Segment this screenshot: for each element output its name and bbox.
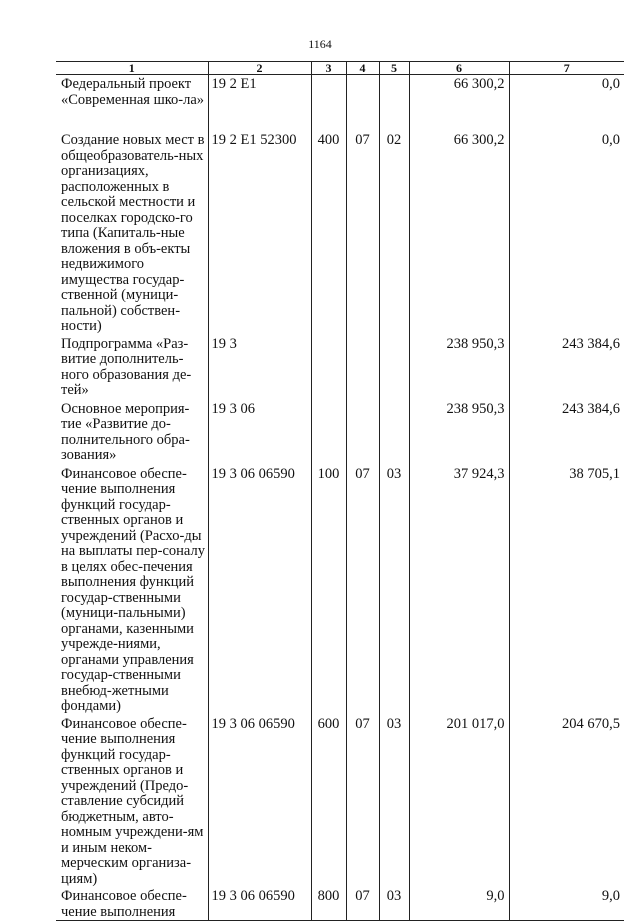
row-name: Финансовое обеспе-чение выполнения — [56, 887, 208, 921]
row-amount-1: 238 950,3 — [409, 400, 509, 465]
table-row — [56, 400, 624, 465]
table-row — [56, 335, 624, 400]
row-name: Основное мероприя-тие «Развитие до-полнительного обра-зования» — [61, 400, 190, 463]
row-type: 800 — [311, 887, 346, 921]
table-row — [56, 131, 624, 335]
row-code: 19 2 E1 — [208, 75, 311, 132]
row-amount-2: 204 670,5 — [509, 715, 624, 888]
row-subsection — [379, 400, 409, 465]
row-subsection: 03 — [379, 465, 409, 715]
row-name: Подпрограмма «Раз-витие дополнитель-ного образования де-тей» — [61, 335, 192, 398]
row-subsection — [379, 335, 409, 400]
table-row — [56, 75, 624, 132]
column-header-2: 2 — [208, 62, 311, 75]
row-name: Создание новых мест в общеобразователь-ных организациях, расположенных в сельской местности и поселках городско-го типа (Капиталь-ные вложения в объ-екты недвижимого имущества государ-ственной (муници-пальной) собствен-ности) — [61, 132, 205, 334]
column-header-7: 7 — [509, 62, 624, 75]
row-type — [311, 75, 346, 132]
row-section — [346, 75, 379, 132]
row-code: 19 2 E1 52300 — [208, 131, 311, 335]
table-row — [56, 465, 624, 715]
page-number: 1164 — [308, 37, 332, 51]
row-type: 100 — [311, 465, 346, 715]
row-subsection — [379, 75, 409, 132]
row-amount-1: 238 950,3 — [409, 335, 509, 400]
row-name: Федеральный проект «Современная шко-ла» — [61, 76, 205, 108]
row-type — [311, 400, 346, 465]
row-amount-2: 0,0 — [509, 75, 624, 132]
row-amount-1: 201 017,0 — [409, 715, 509, 888]
row-type: 600 — [311, 715, 346, 888]
row-amount-1: 66 300,2 — [409, 75, 509, 132]
row-code: 19 3 06 06590 — [208, 715, 311, 888]
row-code: 19 3 06 06590 — [208, 887, 311, 921]
row-code: 19 3 06 06590 — [208, 465, 311, 715]
table-header-row — [56, 62, 624, 75]
row-section — [346, 335, 379, 400]
row-section: 07 — [346, 715, 379, 888]
row-amount-1: 37 924,3 — [409, 465, 509, 715]
row-code: 19 3 — [208, 335, 311, 400]
row-section — [346, 400, 379, 465]
row-name: Финансовое обеспе-чение выполнения функций государ-ственных органов и учреждений (Расхо-ды на выплаты пер-соналу в целях обес-печения выполнения функций государ-ственными (муници-пальными) органами, казенными учрежде-ниями, органами управления государ-ственными внебюд-жетными фондами) — [61, 465, 205, 714]
row-section: 07 — [346, 887, 379, 921]
row-code: 19 3 06 — [208, 400, 311, 465]
row-amount-2: 243 384,6 — [509, 335, 624, 400]
row-amount-1: 9,0 — [409, 887, 509, 921]
column-header-5: 5 — [379, 62, 409, 75]
table-row — [56, 715, 624, 888]
row-subsection: 02 — [379, 131, 409, 335]
row-subsection: 03 — [379, 887, 409, 921]
row-amount-2: 9,0 — [509, 887, 624, 921]
budget-table — [56, 61, 624, 921]
row-section: 07 — [346, 131, 379, 335]
row-section: 07 — [346, 465, 379, 715]
row-type: 400 — [311, 131, 346, 335]
row-amount-1: 66 300,2 — [409, 131, 509, 335]
table-row — [56, 887, 624, 921]
row-amount-2: 38 705,1 — [509, 465, 624, 715]
column-header-4: 4 — [346, 62, 379, 75]
row-type — [311, 335, 346, 400]
column-header-1: 1 — [56, 62, 208, 75]
row-subsection: 03 — [379, 715, 409, 888]
column-header-6: 6 — [409, 62, 509, 75]
row-name: Финансовое обеспе-чение выполнения функций государ-ственных органов и учреждений (Предо-ставление субсидий бюджетным, авто-номным учреждени-ям и иным неком-мерческим организа-циям) — [61, 715, 204, 887]
row-amount-2: 0,0 — [509, 131, 624, 335]
row-amount-2: 243 384,6 — [509, 400, 624, 465]
column-header-3: 3 — [311, 62, 346, 75]
